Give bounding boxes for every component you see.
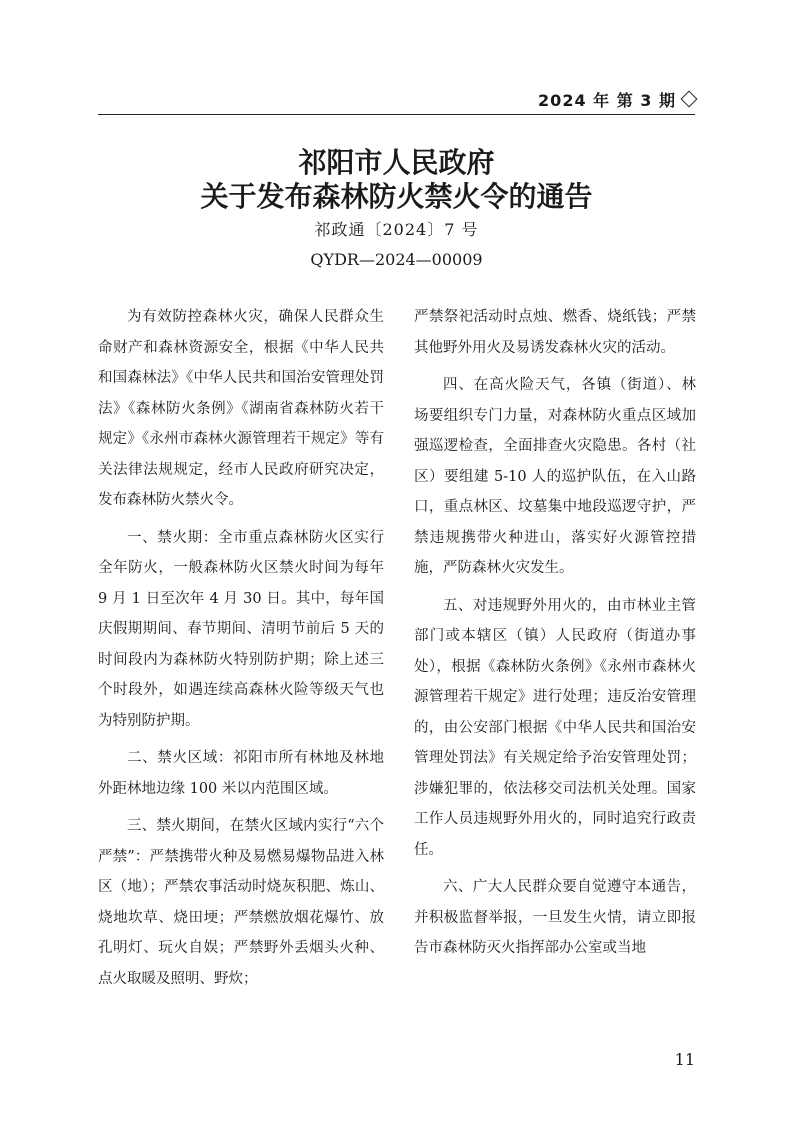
paragraph-intro: 为有效防控森林火灾，确保人民群众生命财产和森林资源安全，根据《中华人民共和国森林法》《中华人民共和国治安管理处罚法》《森林防火条例》《湖南省森林防火若干规定》《永州市森林火源管理若干规定》等有关法律法规规定，经市人民政府研究决定，发布森林防火禁火令。 — [98, 309, 384, 508]
issue-label — [538, 88, 695, 111]
paragraph-item-1: 一、禁火期：全市重点森林防火区实行全年防火，一般森林防火区禁火时间为每年 9 月 1 日至次年 4 月 30 日。其中，每年国庆假期期间、春节期间、清明节前后 5 天的时间段内为森林防火特别防护期；除上述三个时段外，如遇连续高森林火险等级天气也为特别防护期。 — [98, 529, 384, 729]
title-line-2: 关于发布森林防火禁火令的通告 — [200, 180, 593, 213]
issue-text: 2024 年 第 3 期 — [538, 91, 676, 110]
paragraph-item-4: 四、在高火险天气，各镇（街道）、林场要组织专门力量，对森林防火重点区域加强巡逻检查，全面排查火灾隐患。各村（社区）要组建 5-10 人的巡护队伍，在入山路口，重点林区、坟墓集中地段巡逻守护，严禁违规携带火种进山，落实好火源管控措施，严防森林火灾发生。 — [414, 377, 696, 576]
paragraph-item-3-continued: 严禁祭祀活动时点烛、燃香、烧纸钱；严禁其他野外用火及易诱发森林火灾的活动。 — [414, 309, 696, 356]
paragraph-item-5: 五、对违规野外用火的，由市林业主管部门或本辖区（镇）人民政府（街道办事处），根据《森林防火条例》《永州市森林火源管理若干规定》进行处理；违反治安管理的，由公安部门根据《中华人民共和国治安管理处罚法》有关规定给予治安管理处罚；涉嫌犯罪的，依法移交司法机关处理。国家工作人员违规野外用火的，同时追究行政责任。 — [414, 597, 696, 858]
title-line-1: 祁阳市人民政府 — [298, 146, 495, 179]
paragraph-item-2: 二、禁火区域：祁阳市所有林地及林地外距林地边缘 100 米以内范围区域。 — [98, 750, 384, 797]
document-code: QYDR—2024—00009 — [310, 250, 483, 269]
document-number: 祁政通〔2024〕7 号 — [314, 220, 479, 239]
page-header — [98, 88, 695, 115]
left-column — [98, 302, 384, 994]
paragraph-item-6: 六、广大人民群众要自觉遵守本通告，并积极监督举报，一旦发生火情，请立即报告市森林防灭火指挥部办公室或当地 — [414, 879, 696, 956]
right-column — [414, 302, 696, 964]
diamond-icon — [681, 91, 698, 108]
paragraph-item-3: 三、禁火期间，在禁火区域内实行“六个严禁”：严禁携带火种及易燃易爆物品进入林区（地）；严禁农事活动时烧灰积肥、炼山、烧地坎草、烧田埂；严禁燃放烟花爆竹、放孔明灯、玩火自娱；严禁野外丢烟头火种、点火取暖及照明、野炊； — [98, 818, 384, 987]
page-number: 11 — [674, 1050, 695, 1069]
